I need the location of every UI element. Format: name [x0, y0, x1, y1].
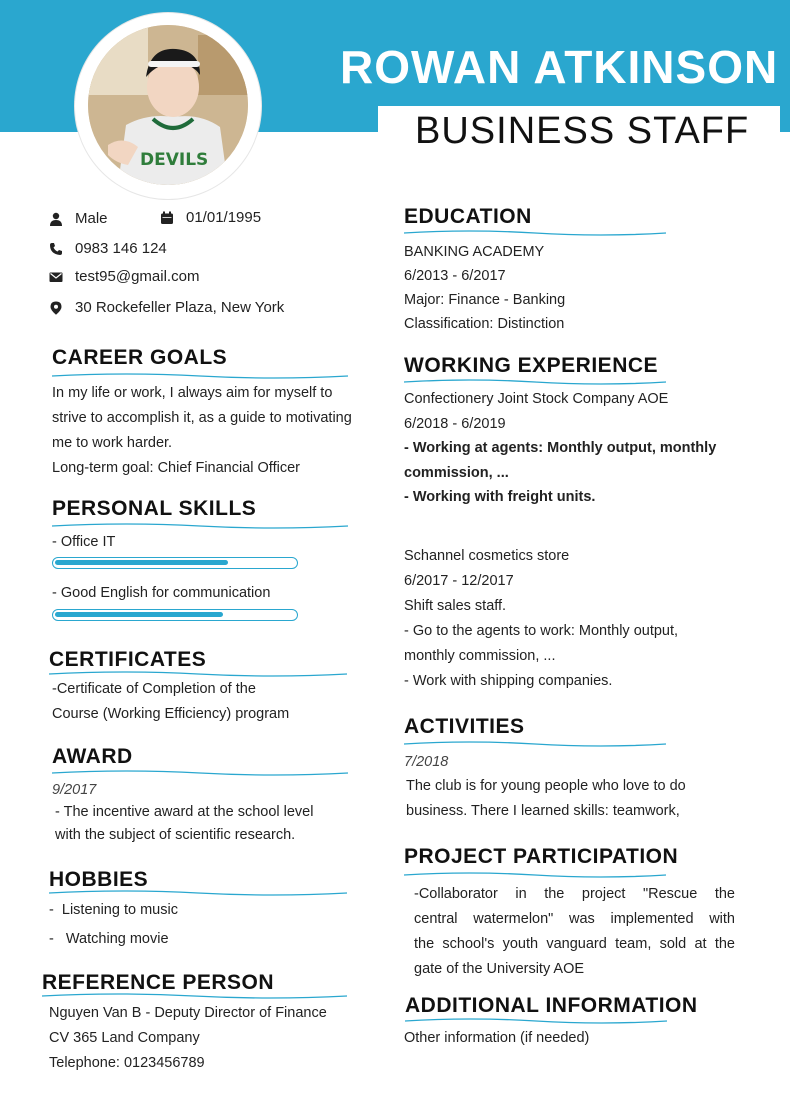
gender-value: Male [75, 210, 108, 227]
contact-dob [160, 209, 261, 226]
calendar-icon [160, 211, 174, 225]
activities-text: The club is for young people who love to do business. There I learned skills: teamwork, [406, 778, 686, 819]
project-text: -Collaborator in the project "Rescue the central watermelon" was implemented with the school's youth vanguard team, sold at the gate of the University AOE [414, 886, 735, 977]
avatar [88, 25, 248, 185]
hobby-item: - Watching movie [49, 931, 169, 947]
reference-underline [42, 992, 347, 1000]
job-2-company: Schannel cosmetics store [404, 548, 570, 564]
additional-info-underline [405, 1017, 667, 1025]
activities-underline [404, 740, 666, 748]
skill-label: - Good English for communication [52, 585, 271, 601]
candidate-name: ROWAN ATKINSON [340, 41, 779, 93]
skill-bar-fill [55, 560, 228, 565]
activities-title: ACTIVITIES [404, 715, 525, 738]
reference-title: REFERENCE PERSON [42, 971, 275, 994]
avatar-photo [88, 25, 248, 185]
hobby-item: - Listening to music [49, 902, 178, 918]
dob-value: 01/01/1995 [186, 209, 262, 226]
job-position: BUSINESS STAFF [415, 110, 750, 152]
skill-label: - Office IT [52, 534, 116, 550]
education-text [404, 240, 754, 336]
award-underline [52, 769, 348, 777]
job-1-period: 6/2018 - 6/2019 [404, 415, 506, 432]
contact-phone [49, 240, 167, 257]
education-major: Major: Finance - Banking [404, 292, 566, 308]
project-title: PROJECT PARTICIPATION [404, 845, 679, 868]
job-2: Schannel cosmetics store 6/2017 - 12/2017 Shift sales staff. - Go to the agents to work: Monthly output, monthly commission, ... - Work with shipping companies. [404, 544, 764, 694]
experience-underline [404, 378, 666, 386]
phone-icon [49, 242, 63, 256]
certificates-text: -Certificate of Completion of the Course (Working Efficiency) program [52, 681, 290, 722]
phone-value: 0983 146 124 [75, 240, 167, 257]
education-title: EDUCATION [404, 205, 532, 228]
skill-bar [52, 609, 298, 621]
job-1-company: Confectionery Joint Stock Company AOE [404, 391, 669, 407]
email-icon [49, 270, 63, 284]
svg-text:DEVILS: DEVILS [140, 150, 209, 170]
job-1: Confectionery Joint Stock Company AOE 6/2018 - 6/2019 - Working at agents: Monthly output, monthly commission, ... - Working with freight units. [404, 387, 764, 510]
education-period: 6/2013 - 6/2017 [404, 268, 506, 284]
address-value: 30 Rockefeller Plaza, New York [75, 299, 285, 316]
school-name: BANKING ACADEMY [404, 244, 545, 260]
location-pin-icon [49, 301, 63, 315]
award-text: - The incentive award at the school level with the subject of scientific research. [55, 804, 314, 843]
contact-email [49, 268, 199, 285]
education-classification: Classification: Distinction [404, 316, 565, 332]
certificates-title: CERTIFICATES [49, 648, 207, 671]
additional-info-title: ADDITIONAL INFORMATION [405, 994, 698, 1017]
job-2-period: 6/2017 - 12/2017 [404, 573, 514, 589]
skill-bar-fill [55, 612, 223, 617]
career-goals-text: In my life or work, I always aim for myself to strive to accomplish it, as a guide to motivating me to work harder. Long-term goal: Chief Financial Officer [52, 385, 352, 476]
award-date: 9/2017 [52, 782, 97, 798]
career-goals-title: CAREER GOALS [52, 346, 228, 369]
skill-bar [52, 557, 298, 569]
project-underline [404, 871, 666, 879]
job-2-role: Shift sales staff. [404, 598, 507, 614]
person-icon [49, 212, 63, 226]
contact-gender [49, 210, 108, 227]
experience-title: WORKING EXPERIENCE [404, 354, 659, 377]
email-value: test95@gmail.com [75, 268, 200, 285]
reference-text: Nguyen Van B - Deputy Director of Finance CV 365 Land Company Telephone: 0123456789 [49, 1005, 327, 1071]
hobbies-title: HOBBIES [49, 868, 149, 891]
personal-skills-title: PERSONAL SKILLS [52, 497, 257, 520]
activities-date: 7/2018 [404, 754, 449, 770]
hobbies-underline [49, 889, 347, 897]
career-goals-underline [52, 372, 348, 380]
personal-skills-underline [52, 522, 348, 530]
additional-info-text: Other information (if needed) [404, 1030, 590, 1046]
award-title: AWARD [52, 745, 133, 768]
contact-address [49, 299, 284, 316]
education-underline [404, 229, 666, 237]
